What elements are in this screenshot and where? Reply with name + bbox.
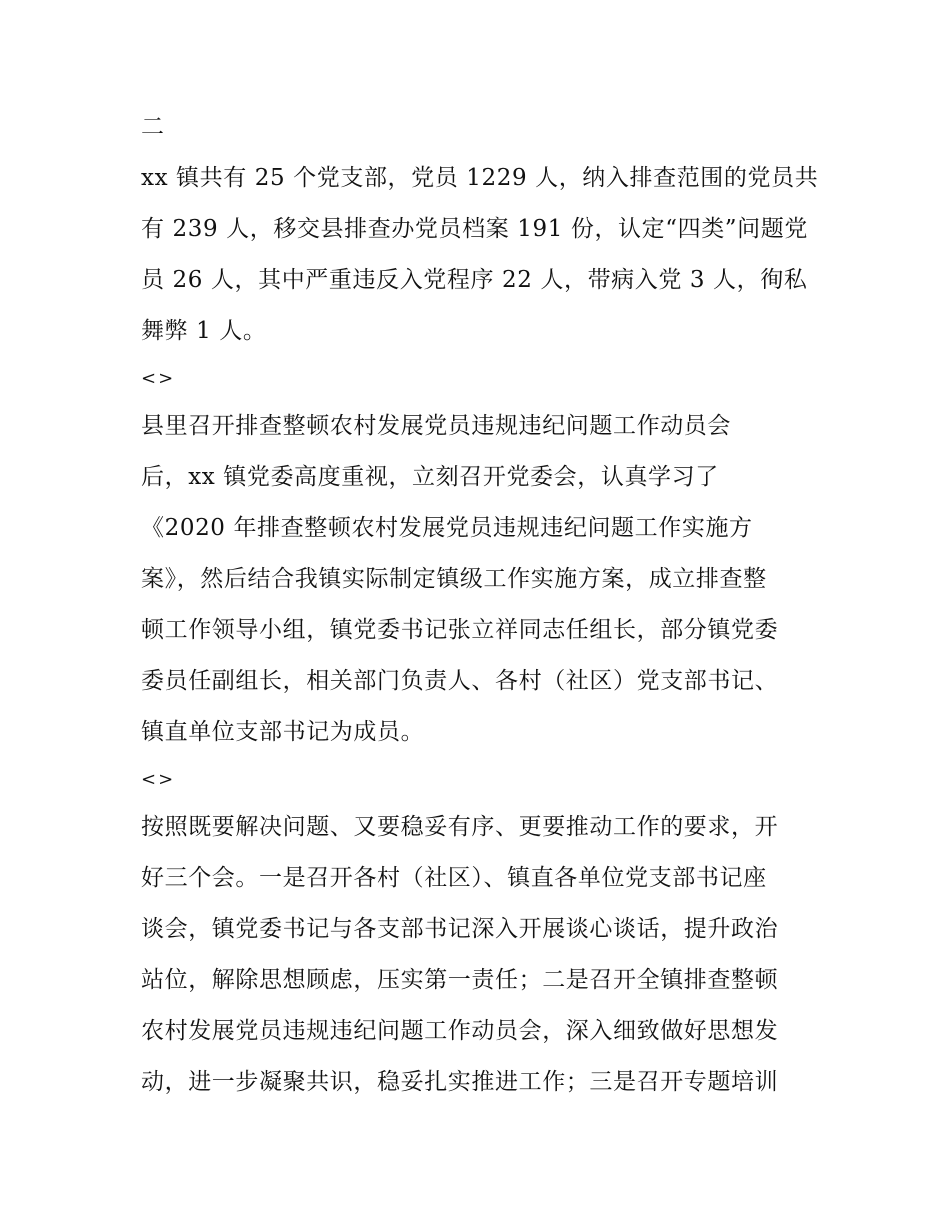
- document-page: [141, 102, 821, 1108]
- paragraph-line: 按照既要解决问题、又要稳妥有序、更要推动工作的要求，开: [141, 814, 779, 840]
- paragraph-2: [141, 401, 821, 758]
- paragraph-line: 好三个会。一是召开各村（社区）、镇直各单位党支部书记座: [141, 865, 767, 891]
- paragraph-line: 后，xx 镇党委高度重视，立刻召开党委会，认真学习了: [141, 464, 719, 490]
- paragraph-line: 站位，解除思想顾虑，压实第一责任；二是召开全镇排查整顿: [141, 967, 779, 993]
- paragraph-line: 委员任副组长，相关部门负责人、各村（社区）党支部书记、: [141, 668, 779, 694]
- paragraph-line: 动，进一步凝聚共识，稳妥扎实推进工作；三是召开专题培训: [141, 1069, 779, 1095]
- paragraph-line: 有 239 人，移交县排查办党员档案 191 份，认定“四类”问题党: [141, 216, 808, 242]
- section-marker: <>: [141, 769, 176, 790]
- paragraph-line: 谈会，镇党委书记与各支部书记深入开展谈心谈话，提升政治: [141, 916, 779, 942]
- paragraph-line: 《2020 年排查整顿农村发展党员违规违纪问题工作实施方: [141, 515, 753, 541]
- paragraph-line: 镇直单位支部书记为成员。: [141, 719, 425, 745]
- paragraph-line: xx 镇共有 25 个党支部，党员 1229 人，纳入排查范围的党员共: [141, 165, 819, 191]
- section-marker: <>: [141, 368, 176, 389]
- paragraph-line: 舞弊 1 人。: [141, 318, 267, 344]
- paragraph-line: 农村发展党员违规违纪问题工作动员会，深入细致做好思想发: [141, 1018, 779, 1044]
- paragraph-line: 顿工作领导小组，镇党委书记张立祥同志任组长，部分镇党委: [141, 617, 779, 643]
- paragraph-1: [141, 153, 821, 357]
- paragraph-line: 员 26 人，其中严重违反入党程序 22 人，带病入党 3 人，徇私: [141, 267, 808, 293]
- paragraph-line: 县里召开排查整顿农村发展党员违规违纪问题工作动员会: [141, 413, 731, 439]
- paragraph-3: [141, 802, 821, 1108]
- section-heading: 二: [141, 114, 165, 140]
- paragraph-line: 案》，然后结合我镇实际制定镇级工作实施方案，成立排查整: [141, 566, 767, 592]
